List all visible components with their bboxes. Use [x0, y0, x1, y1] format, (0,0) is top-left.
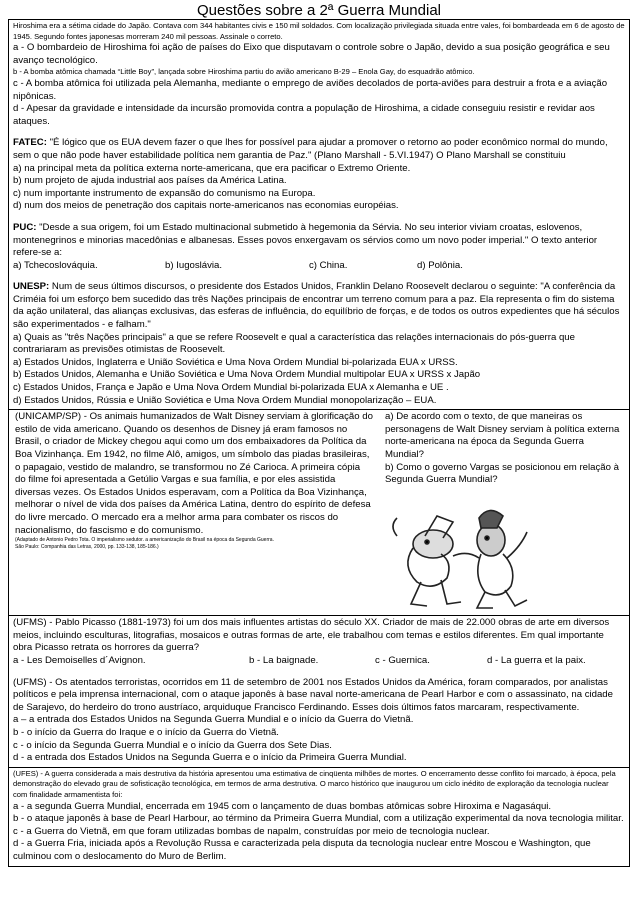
option-a: a - O bombardeio de Hiroshima foi ação de países do Eixo que disputavam o controle sobre o Japão, devido a sua posição geográfica e seu avanço tecnológico. [13, 42, 610, 66]
option-b: b) num projeto de ajuda industrial aos países da América Latina. [13, 175, 287, 187]
question-sheet [8, 19, 630, 867]
question-source: UNESP: [13, 281, 50, 293]
option-c: c - a Guerra do Vietnã, em que foram utilizadas bombas de napalm, construídas por meio de tecnologia nuclear. [13, 825, 490, 837]
option-b: b) Iugoslávia. [165, 259, 223, 271]
question-disney [8, 410, 630, 616]
option-a: a) na principal meta da política externa norte-americana, que era pacificar o Extremo Oriente. [13, 162, 411, 174]
question-source: FATEC: [13, 137, 47, 149]
option-d: d) num dos meios de penetração dos capitais norte-americanos nas economias européias. [13, 200, 399, 212]
question-picasso [8, 616, 630, 768]
option-c: c - o início da Segunda Guerra Mundial e o início da Guerra dos Sete Dias. [13, 739, 332, 751]
option-c: c - Guernica. [375, 655, 430, 666]
option-b: b - A bomba atômica chamada “Little Boy”, lançada sobre Hiroshima partiu do avião americano B-29 – Enola Gay, do esquadrão atômico. [13, 67, 475, 77]
option-a: a) Estados Unidos, Inglaterra e União Soviética e Uma Nova Ordem Mundial bi-polarizada EUA x URSS. [13, 356, 458, 368]
question-stem: (UFES) - A guerra considerada a mais destrutiva da história apresentou uma estimativa de cinqüenta milhões de mortes. O encerramento desse conflito foi marcado, à época, pela demonstração do elevado grau de sofisticação tecnológica, em termos de arma destrutiva. O marco histórico que inaugurou um ciclo inédito de exploração da tecnologia nuclear com finalidade armamentista foi: [13, 768, 616, 799]
option-b: b) Estados Unidos, Alemanha e União Soviética e Uma Nova Ordem Mundial multipolar EUA x URSS x Japão [13, 369, 481, 381]
option-a: a – a entrada dos Estados Unidos na Segunda Guerra Mundial e o início da Guerra do Vietnã. [13, 714, 414, 726]
page-title: Questões sobre a 2ª Guerra Mundial [196, 2, 441, 19]
question-ufes [8, 768, 630, 867]
question-stem: Hiroshima era a sétima cidade do Japão. Contava com 344 habitantes civis e 150 mil soldados. Com localização privilegiada situada entre vales, foi bombardeada em 6 de agosto de 1945. Segundo fontes japonesas morreram 240 mil pessoas. Assinale o correto. [13, 21, 625, 41]
option-c: c) China. [309, 259, 348, 271]
options-row [13, 260, 625, 273]
question-hiroshima [8, 19, 630, 410]
question-a: a) De acordo com o texto, de que maneiras os personagens de Walt Disney serviam à política externa norte-americana na época da Segunda Guerra Mundial? [385, 411, 620, 460]
option-a: a) Tchecoslováquia. [13, 259, 98, 271]
source-reference: São Paulo: Companhia das Letras, 2000, pp. 133-138, 185-186.) [15, 544, 159, 551]
source-reference: (Adaptado de Antonio Pedro Tota. O imperialismo sedutor. a americanização do Brasil na época da Segunda Guerra. [15, 537, 274, 544]
question-stem: UNESP: Num de seus últimos discursos, o presidente dos Estados Unidos, Franklin Delano Roosevelt declarou o seguinte: "A conferência da Criméia foi um esforço bem sucedido das três Nações principais de encontrar um terreno comum para a paz. Ela representa o fim do sistema da ação unilateral, das alianças exclusivas, das esferas de influência, do equilíbrio de forças, e de todos os outros expedientes que há séculos são experimentados - e falham." [13, 281, 620, 331]
option-c: c) Estados Unidos, França e Japão e Uma Nova Ordem Mundial bi-polarizada EUA x Alemanha e UE . [13, 382, 449, 394]
option-b: b - La baignade. [249, 655, 319, 666]
question-prompt: a) Quais as "três Nações principais" a que se refere Roosevelt e qual a característica das relações internacionais do pós-guerra que contrariaram as previsões otimistas de Roosevelt. [13, 331, 575, 356]
option-a: a - Les Demoiselles d´Avignon. [13, 655, 146, 666]
option-d: d) Estados Unidos, Rússia e União Soviética e Uma Nova Ordem Mundial monopolarização – EUA. [13, 394, 437, 406]
question-stem: PUC: "Desde a sua origem, foi um Estado multinacional submetido à hegemonia da Sérvia. No seu interior viviam croatas, eslovenos, montenegrinos e minorias macedônias e albanesas. Esses povos enxergavam os sérvios como um novo poder imperial." O texto anterior refere-se a: [13, 221, 598, 259]
option-a: a - a segunda Guerra Mundial, encerrada em 1945 com o lançamento de duas bombas atômicas sobre Hiroxima e Nagasáqui. [13, 800, 552, 812]
option-d: d - La guerra et la paix. [487, 655, 586, 666]
option-d: d - Apesar da gravidade e intensidade da incursão promovida contra a população de Hiroshima, a cidade conseguiu resistir e revidar aos ataques. [13, 103, 595, 127]
question-stem: (UFMS) - Pablo Picasso (1881-1973) foi um dos mais influentes artistas do século XX. Criador de mais de 22.000 obras de arte em diversos meios, incluindo esculturas, litografias, mosaicos e outras formas de arte, ele trabalhou com temas e estilos diferentes. Em qual importante obra Picasso retrata os horrores da guerra? [13, 617, 610, 654]
option-b: b - o início da Guerra do Iraque e o início da Guerra do Vietnã. [13, 726, 279, 738]
option-c: c - A bomba atômica foi utilizada pela Alemanha, mediante o emprego de aviões decolados de porta-aviões para destruir a frota e a aviação nipônicas. [13, 77, 608, 102]
disney-text-column [15, 411, 373, 551]
option-b: b - o ataque japonês à base de Pearl Harbour, ao término da Primeira Guerra Mundial, com a utilização experimental da nova tecnologia militar. [13, 813, 624, 825]
option-c: c) num importante instrumento de expansão do comunismo na Europa. [13, 187, 316, 199]
options-row [13, 655, 625, 668]
cartoon-characters-image [381, 496, 531, 612]
question-stem: (UFMS) - Os atentados terroristas, ocorridos em 11 de setembro de 2001 nos Estados Unidos da América, foram comparados, por analistas políticos e pela imprensa internacional, com o ataque japonês à base naval norte-americana de Pearl Harbor e com o assassinato, na cidade de Sarajevo, do herdeiro do trono austríaco, arquiduque Francisco Ferdinando. Esses dois últimos fatos marcaram, respectivamente. [13, 676, 613, 713]
question-stem: FATEC: "É lógico que os EUA devem fazer o que lhes for possível para ajudar a promover o retorno ao poder econômico normal do mundo, sem o que não pode haver estabilidade política nem garantia de Paz." (Plano Marshall - 5.VI.1947) O Plano Marshall se constituiu [13, 137, 608, 161]
option-d: d - a Guerra Fria, iniciada após a Revolução Russa e caracterizada pela disputa da tecnologia nuclear entre Moscou e Washington, que culminou com o deslocamento do Muro de Berlim. [13, 838, 591, 862]
question-stem: (UNICAMP/SP) - Os animais humanizados de Walt Disney serviam à glorificação do estilo de vida americano. Quando os desenhos de Disney já eram famosos no Brasil, o criador de Mickey chegou aqui como um dos embaixadores da Política da Boa Vizinhança. Em 1942, no filme Alô, amigos, um símbolo das piadas brasileiras, o papagaio, vestido de malandro, se transformou no Zé Carioca. A primeira cópia do filme foi apresentada a Getúlio Vargas e sua família, e por eles assistida diversas vezes. Os Estados Unidos esperavam, com a Política da Boa Vizinhança, melhorar o nível de vida dos países da América Latina, dentro do espírito de defesa do livre mercado. O mercado era a melhor arma para combater os riscos do nacionalismo, do fascismo e do comunismo. [15, 411, 373, 536]
disney-questions [385, 411, 623, 487]
question-b: b) Como o governo Vargas se posicionou em relação à Segunda Guerra Mundial? [385, 461, 619, 486]
option-d: d) Polônia. [417, 259, 463, 271]
question-source: PUC: [13, 221, 37, 233]
option-d: d - a entrada dos Estados Unidos na Segunda Guerra e o início da Primeira Guerra Mundial. [13, 752, 407, 764]
